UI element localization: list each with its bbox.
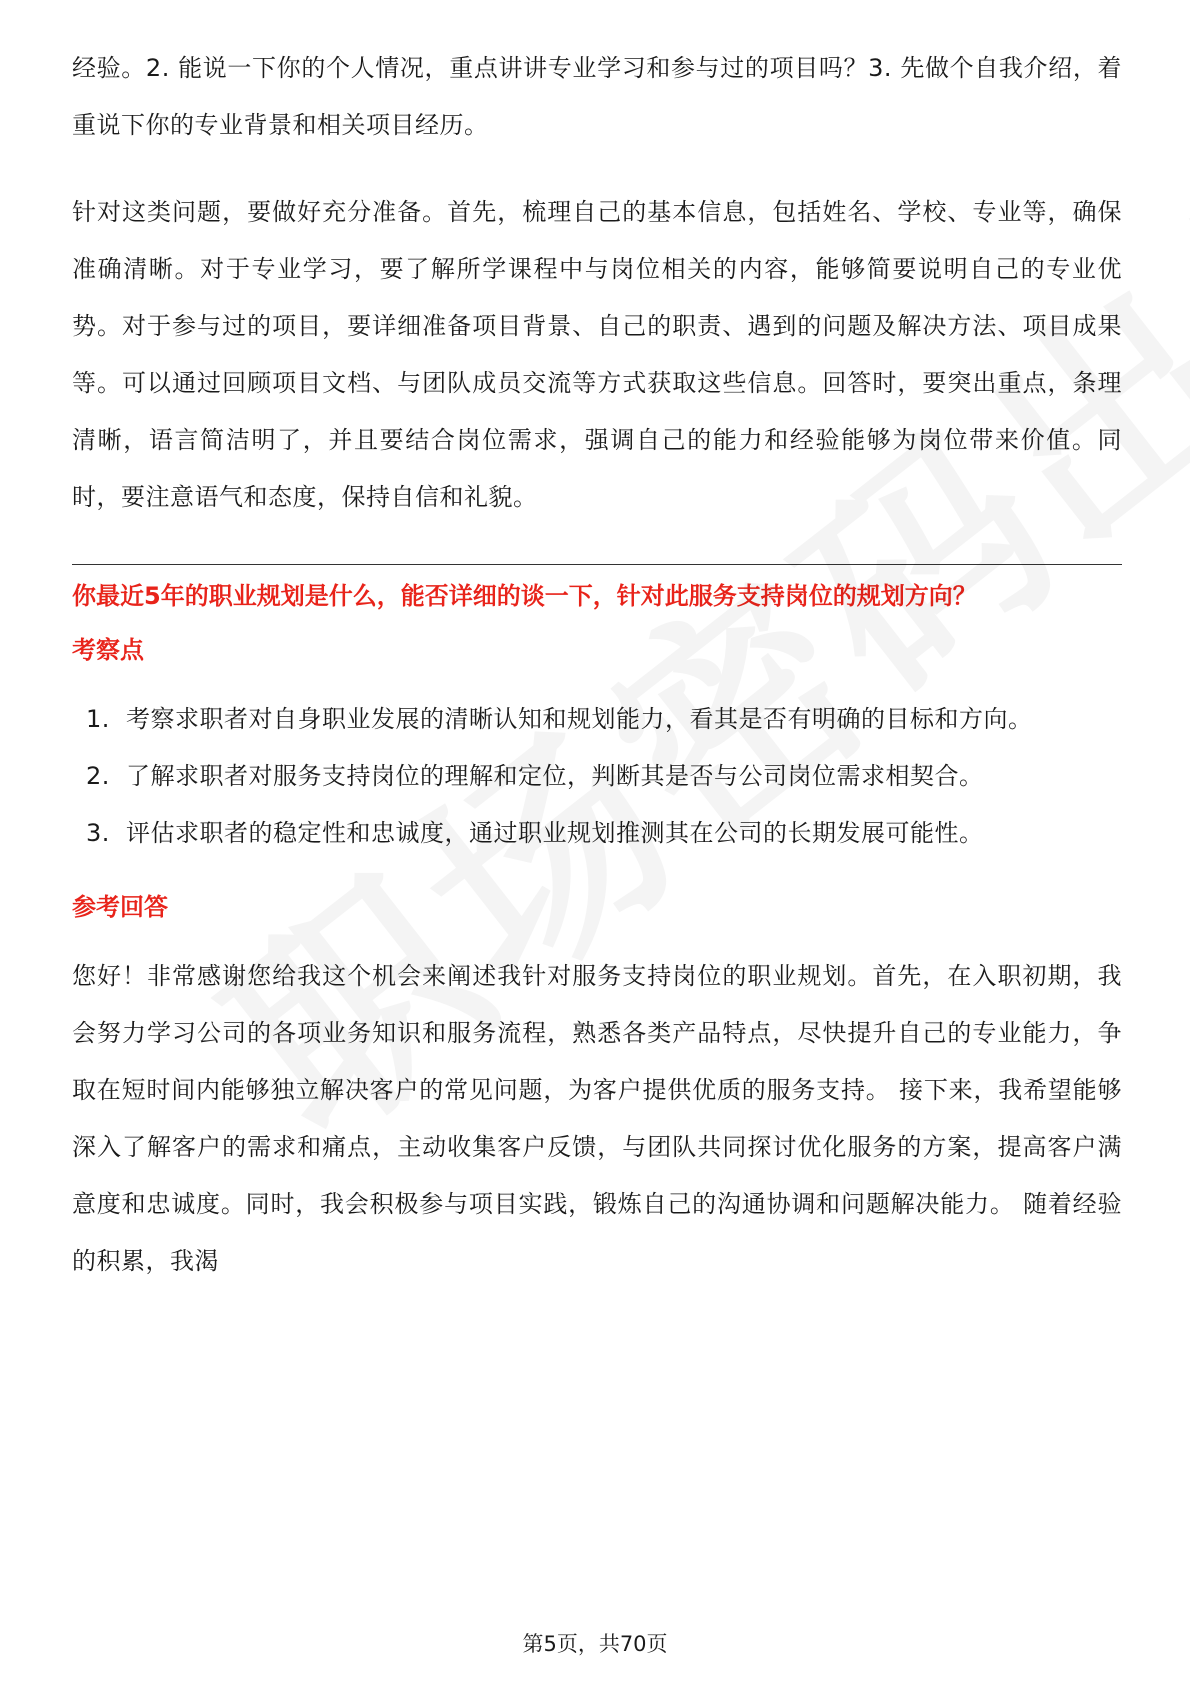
assessment-list bbox=[72, 691, 1122, 862]
list-item-text: 评估求职者的稳定性和忠诚度，通过职业规划推测其在公司的长期发展可能性。 bbox=[126, 819, 984, 847]
assessment-heading: 考察点 bbox=[72, 636, 144, 664]
list-item-text: 了解求职者对服务支持岗位的理解和定位，判断其是否与公司岗位需求相契合。 bbox=[126, 762, 984, 790]
advice-paragraph: 针对这类问题，要做好充分准备。首先，梳理自己的基本信息，包括姓名、学校、专业等，确保准确清晰。对于专业学习，要了解所学课程中与岗位相关的内容，能够简要说明自己的专业优势。对于参与过的项目，要详细准备项目背景、自己的职责、遇到的问题及解决方法、项目成果等。可以通过回顾项目文档、与团队成员交流等方式获取这些信息。回答时，要突出重点，条理清晰，语言简洁明了，并且要结合岗位需求，强调自己的能力和经验能够为岗位带来价值。同时，要注意语气和态度，保持自信和礼貌。 bbox=[72, 198, 1122, 511]
answer-heading: 参考回答 bbox=[72, 893, 168, 921]
list-item bbox=[72, 805, 1122, 862]
list-item bbox=[72, 748, 1122, 805]
list-item-number: 2. bbox=[86, 762, 110, 790]
intro-paragraph: 经验。2. 能说一下你的个人情况，重点讲讲专业学习和参与过的项目吗？3. 先做个自我介绍，着重说下你的专业背景和相关项目经历。 bbox=[72, 54, 1122, 139]
page-footer: 第5页，共70页 bbox=[522, 1632, 668, 1656]
list-item bbox=[72, 691, 1122, 748]
list-item-text: 考察求职者对自身职业发展的清晰认知和规划能力，看其是否有明确的目标和方向。 bbox=[126, 705, 1033, 733]
section-divider bbox=[72, 564, 1122, 565]
question-title: 你最近5年的职业规划是什么，能否详细的谈一下，针对此服务支持岗位的规划方向？ bbox=[72, 582, 977, 610]
list-item-number: 3. bbox=[86, 819, 110, 847]
list-item-number: 1. bbox=[86, 705, 110, 733]
document-page bbox=[72, 40, 1122, 1290]
answer-paragraph: 您好！非常感谢您给我这个机会来阐述我针对服务支持岗位的职业规划。首先，在入职初期，我会努力学习公司的各项业务知识和服务流程，熟悉各类产品特点，尽快提升自己的专业能力，争取在短时间内能够独立解决客户的常见问题，为客户提供优质的服务支持。 接下来，我希望能够深入了解客户的需求和痛点，主动收集客户反馈，与团队共同探讨优化服务的方案，提高客户满意度和忠诚度。同时，我会积极参与项目实践，锻炼自己的沟通协调和问题解决能力。 随着经验的积累，我渴 bbox=[72, 962, 1122, 1275]
